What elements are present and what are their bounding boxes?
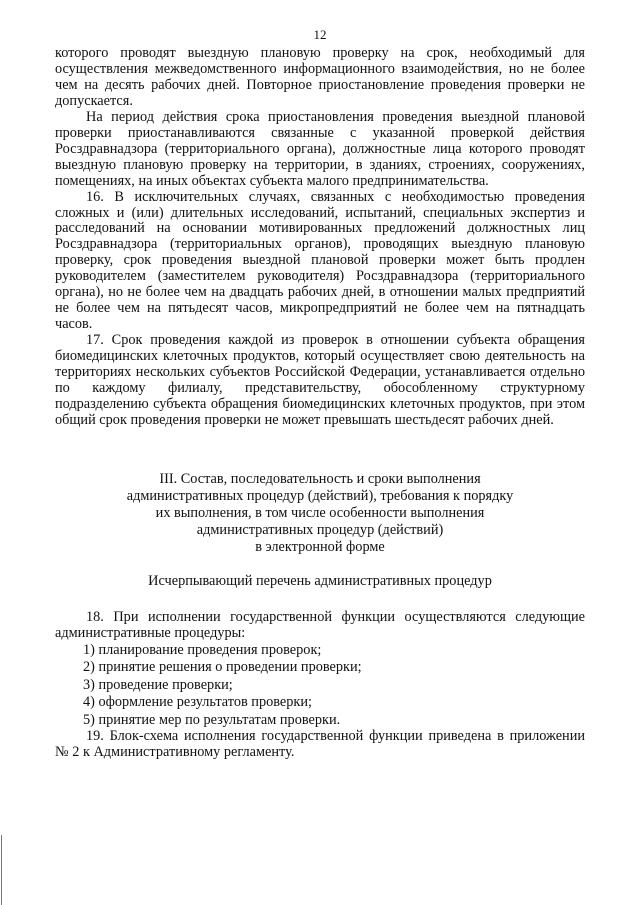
- paragraph-continuation: которого проводят выездную плановую проверку на срок, необходимый для осуществления межведомственного информационного взаимодействия, но не более чем на десять рабочих дней. Повторное приостановление проведения проверки не допускается.: [55, 45, 585, 109]
- list-item: 3) проведение проверки;: [83, 676, 233, 693]
- paragraph-17: 17. Срок проведения каждой из проверок в отношении субъекта обращения биомедицинских клеточных продуктов, который осуществляет свою деятельность на территориях нескольких субъектов Российской Федерации, устанавливается отдельно по каждому филиалу, представительству, обособленному структурному подразделению субъекта обращения биомедицинских клеточных продуктов, при этом общий срок проведения проверки не может превышать шестьдесят рабочих дней.: [55, 332, 585, 428]
- paragraph-16: 16. В исключительных случаях, связанных с необходимостью проведения сложных и (или) длительных исследований, испытаний, специальных экспертиз и расследований на основании мотивированных предложений должностных лиц Росздравнадзора (территориальных органов), проводящих выездную плановую проверку, срок проведения выездной плановой проверки может быть продлен руководителем (заместителем руководителя) Росздравнадзора (территориального органа), но не более чем на двадцать рабочих дней, в отношении малых предприятий не более чем на пятьдесят часов, микропредприятий не более чем на пятнадцать часов.: [55, 188, 585, 333]
- paragraph-18: 18. При исполнении государственной функции осуществляются следующие административные процедуры:: [55, 608, 585, 641]
- section-heading-line: в электронной форме: [255, 538, 385, 555]
- subheading: Исчерпывающий перечень административных процедур: [148, 572, 492, 589]
- list-item: 5) принятие мер по результатам проверки.: [83, 711, 341, 728]
- paragraph-19: 19. Блок-схема исполнения государственной функции приведена в приложении № 2 к Административному регламенту.: [55, 728, 585, 761]
- section-heading: [55, 471, 585, 556]
- page-number: 12: [313, 27, 327, 42]
- procedures-list: [55, 642, 585, 730]
- section-heading-line: административных процедур (действий), требования к порядку: [126, 487, 514, 504]
- list-item: 2) принятие решения о проведении проверки;: [83, 659, 362, 676]
- scan-edge-mark: [1, 835, 2, 905]
- list-item: 4) оформление результатов проверки;: [83, 694, 312, 711]
- section-heading-line: их выполнения, в том числе особенности выполнения: [155, 504, 485, 521]
- section-heading-line: административных процедур (действий): [196, 521, 444, 538]
- document-body: [55, 46, 585, 761]
- paragraph-suspension-period: На период действия срока приостановления проведения выездной плановой проверки приостанавливаются связанные с указанной проверкой действия Росздравнадзора (территориального органа), должностные лица которого проводят выездную плановую проверку на территории, в зданиях, строениях, сооружениях, помещениях, на иных объектах субъекта малого предпринимательства.: [55, 108, 585, 189]
- section-heading-line: III. Состав, последовательность и сроки выполнения: [159, 470, 481, 487]
- list-item: 1) планирование проведения проверок;: [83, 641, 322, 658]
